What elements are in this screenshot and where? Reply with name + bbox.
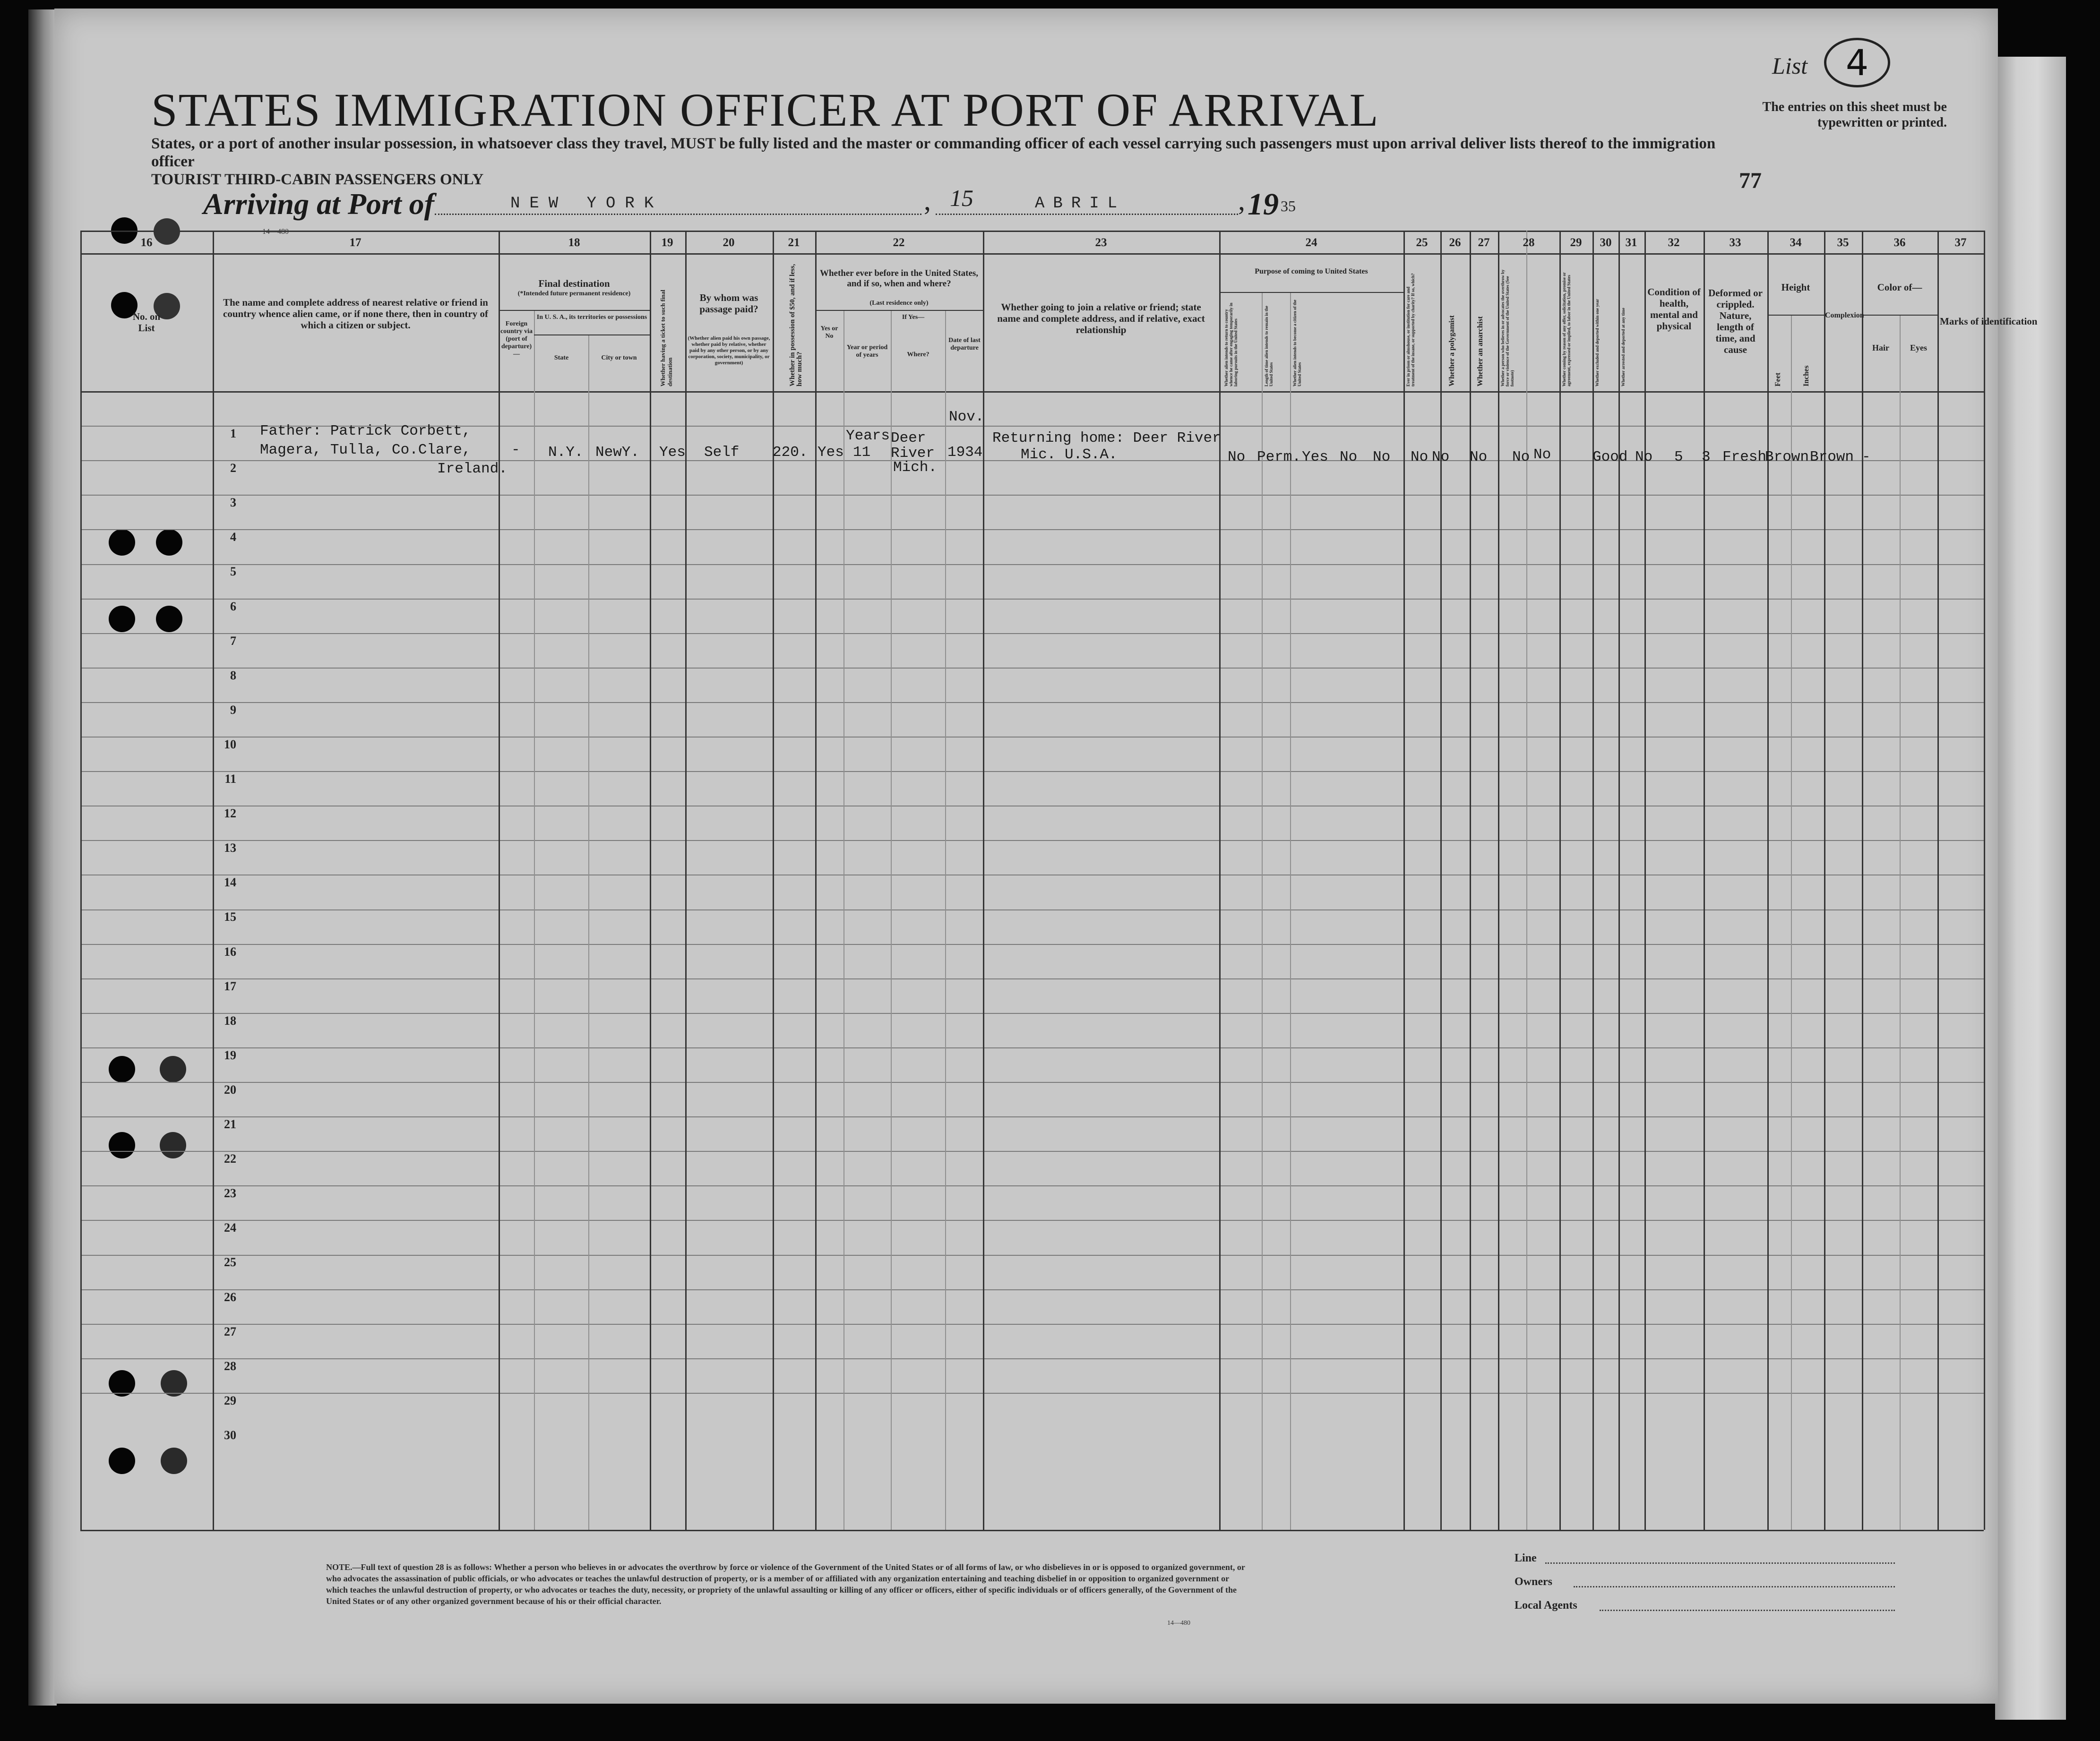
sub-header-rule (534, 334, 650, 335)
row-number: 10 (224, 737, 236, 751)
class-line: TOURIST THIRD-CABIN PASSENGERS ONLY (151, 171, 484, 188)
col-number: 24 (1305, 236, 1317, 249)
agents-dotted-line (1600, 1610, 1895, 1611)
entry-marks: - (1862, 449, 1871, 465)
entry-years: 11 (853, 444, 871, 461)
header-if-yes: If Yes— (902, 314, 925, 321)
header-overthrow: Whether a person who believes in or advocates the overthrow by force or violence of the Government of the United States (See footnote) (1500, 269, 1515, 386)
row-number: 2 (230, 461, 236, 475)
separator-comma: , (924, 185, 931, 216)
entry-join-line1: Returning home: Deer River (992, 430, 1221, 446)
col-number: 20 (723, 236, 735, 249)
row-number: 21 (224, 1117, 236, 1131)
binding-strip (28, 9, 57, 1706)
entry-ticket: Yes (659, 444, 686, 461)
header-feet: Feet (1774, 372, 1782, 386)
row-rule (80, 1047, 1984, 1048)
entry-health: Good (1592, 449, 1628, 465)
row-number: 22 (224, 1152, 236, 1166)
header-height: Height (1781, 282, 1810, 293)
col-number: 17 (349, 236, 361, 249)
header-foreign-country: Foreign country via (port of departure)— (500, 320, 533, 358)
row-rule (80, 1358, 1984, 1359)
col-number: 22 (893, 236, 905, 249)
entry-prison: No (1340, 449, 1358, 465)
header-yes-or-no: Yes or No (820, 325, 838, 340)
entry-intends-return: No (1228, 449, 1246, 465)
year-prefix: 19 (1248, 187, 1279, 222)
row-rule (80, 1255, 1984, 1256)
entry-where-line1: Deer (891, 430, 926, 446)
entry-where-line3: Mich. (893, 459, 938, 476)
col-number: 18 (568, 236, 580, 249)
col-divider (1403, 231, 1405, 1530)
col-number: 29 (1570, 236, 1582, 249)
entry-length-stay: Perm. (1257, 449, 1301, 465)
header-nearest-relative: The name and complete address of nearest relative or friend in country whence alien came, or if none there, then in country of which a citizen or subject. (223, 297, 488, 331)
entry-eyes: Brown (1810, 449, 1854, 465)
entry-where-line2: River (891, 445, 935, 462)
row-rule (80, 771, 1984, 772)
row-number: 3 (230, 496, 236, 510)
row-number: 20 (224, 1082, 236, 1097)
form-code-top: 14—480 (262, 228, 289, 236)
sub-col-divider (843, 310, 844, 1530)
header-complexion: Complexion (1825, 311, 1864, 319)
sub-header-rule (815, 310, 983, 311)
entry-hair: Brown (1765, 449, 1809, 465)
row-number: 15 (224, 910, 236, 924)
row-number: 25 (224, 1255, 236, 1269)
row-rule (80, 1324, 1984, 1325)
sub-col-divider (534, 310, 535, 1530)
col-number: 33 (1729, 236, 1741, 249)
header-ever-before: Whether ever before in the United States, and if so, when and where? (819, 268, 979, 289)
row-number: 17 (224, 979, 236, 993)
col-divider (983, 231, 984, 1530)
row-rule (80, 840, 1984, 841)
header-marks: Marks of identification (1940, 316, 2038, 327)
entry-city: NewY. (595, 444, 640, 461)
header-prison: Ever in prison or almshouse, or institution for care and treatment of the insane, or supported by charity? If so, which? (1406, 273, 1415, 386)
header-money: Whether in possession of $50, and if less, how much? (789, 264, 803, 386)
row-number: 23 (224, 1186, 236, 1201)
entry-departure-year: 1934 (947, 444, 983, 461)
row-number: 28 (224, 1359, 236, 1373)
entry-inches: 3 (1702, 449, 1711, 465)
header-no-on-list: No. on List (132, 311, 161, 334)
reference-number: 77 (1739, 168, 1762, 193)
row-rule (80, 1082, 1984, 1083)
sub-header-rule (1767, 315, 1824, 316)
header-date-departure: Date of last departure (948, 337, 981, 352)
separator-comma: , (1238, 185, 1245, 216)
header-inches: Inches (1802, 365, 1810, 386)
entry-excluded: No (1512, 449, 1530, 465)
entry-foreign-port: - (511, 442, 520, 458)
row-rule (80, 1393, 1984, 1394)
agents-label: Local Agents (1515, 1599, 1577, 1612)
col-number: 36 (1893, 236, 1906, 249)
col-divider (1440, 231, 1442, 1530)
header-passage-paid: By whom was passage paid? (699, 292, 758, 315)
header-labor-offer: Whether coming by reason of any offer, solicitation, promise or agreement, expressed or implied, to labor in the United States (1562, 272, 1571, 386)
header-year-period: Year or period of years (846, 344, 888, 359)
col-divider (1937, 231, 1939, 1530)
row-rule (80, 909, 1984, 910)
sub-col-divider (891, 310, 892, 1530)
arrival-month: ABRIL (1035, 195, 1126, 213)
col-number: 23 (1095, 236, 1107, 249)
entry-relative-line2: Magera, Tulla, Co.Clare, (260, 442, 471, 458)
header-hair: Hair (1872, 343, 1889, 352)
col-number: 32 (1668, 236, 1680, 249)
header-excluded: Whether excluded and deported within one year (1595, 299, 1600, 386)
row-rule (80, 633, 1984, 634)
header-deformed: Deformed or crippled. Nature, length of time, and cause (1708, 287, 1763, 355)
row-number: 24 (224, 1221, 236, 1235)
col-divider (1592, 231, 1594, 1530)
line-label: Line (1515, 1552, 1537, 1564)
entry-relative-line3: Ireland. (437, 461, 508, 477)
footnote-question-28: NOTE.—Full text of question 28 is as follows: Whether a person who believes in or advocates the overthrow by force or violence of the Government of the United States or of all forms of law, or who disbelieves in or is opposed to organized government, or who advocates the assassination of public officials, or who advocates or teaches the unlawful destruction of property, or is a member of or affiliated with any organization entertaining and teaching disbelief in or opposition to organized government or which teaches the unlawful destruction of property, or who advocates or teaches the duty, necessity, or propriety of the unlawful assaulting or killing of any officer or officers, either of specific individuals or of officers generally, of the Government of the United States or of any other organized government because of his or their official character. (326, 1562, 1245, 1606)
header-city: City or town (601, 354, 637, 361)
arrival-day: 15 (950, 185, 973, 211)
col-divider (1824, 231, 1825, 1530)
row-number: 11 (224, 772, 236, 786)
list-number: 4 (1824, 38, 1890, 87)
row-number: 13 (224, 841, 236, 855)
sub-col-divider (945, 310, 946, 1530)
row-number: 6 (230, 599, 236, 613)
entry-money: 220. (773, 444, 808, 461)
header-length-stay: Length of time alien intends to remain in the United States (1264, 306, 1274, 386)
col-divider (80, 231, 82, 1530)
col-number: 34 (1790, 236, 1802, 249)
col-number: 28 (1523, 236, 1535, 249)
col-number: 25 (1416, 236, 1428, 249)
col-number: 30 (1600, 236, 1612, 249)
header-passage-note: (Whether alien paid his own passage, whether paid by relative, whether paid by any other person, or by any corporation, society, municipality, or government) (688, 335, 770, 366)
entry-overthrow: No (1432, 449, 1450, 465)
col-divider (650, 231, 651, 1530)
row-rule (80, 564, 1984, 565)
row-rule (80, 495, 1984, 496)
col-divider (1644, 231, 1646, 1530)
col-number: 31 (1625, 236, 1637, 249)
date-dotted-line (936, 214, 1238, 215)
sub-header-rule (1219, 292, 1403, 293)
year-suffix: 35 (1281, 197, 1296, 214)
col-divider (815, 231, 817, 1530)
row-number: 30 (224, 1428, 236, 1442)
header-final-destination-note: (*Intended future permanent residence) (517, 290, 631, 297)
row-rule (80, 702, 1984, 703)
entry-polygamist: No (1373, 449, 1391, 465)
entry-relative-line1: Father: Patrick Corbett, (260, 423, 471, 439)
col-divider (1618, 231, 1620, 1530)
header-arrested: Whether arrested and deported at any time (1621, 308, 1626, 386)
entry-deformed: No (1635, 449, 1653, 465)
header-health: Condition of health, mental and physical (1647, 286, 1701, 332)
sub-col-divider (1791, 315, 1792, 1530)
col-divider (773, 231, 774, 1530)
header-ticket: Whether having a ticket to such final destination (659, 290, 673, 386)
sub-col-divider (588, 334, 589, 1530)
row-rule (80, 944, 1984, 945)
entry-years-label: Years (846, 428, 890, 444)
col-number: 35 (1837, 236, 1849, 249)
entry-departure-month: Nov. (949, 409, 984, 425)
header-eyes: Eyes (1910, 343, 1927, 352)
row-rule (80, 529, 1984, 530)
owners-dotted-line (1574, 1586, 1895, 1587)
header-state: State (554, 354, 569, 361)
entry-citizen: Yes (1302, 449, 1328, 465)
owners-label: Owners (1515, 1576, 1552, 1588)
sub-header-rule (499, 310, 650, 311)
col-divider (1984, 231, 1985, 1530)
grid-top-rule (80, 231, 1984, 232)
col-divider (1498, 231, 1499, 1530)
row-number: 4 (230, 530, 236, 544)
row-rule (80, 599, 1984, 600)
sub-col-divider (1900, 315, 1901, 1530)
row-rule (80, 1220, 1984, 1221)
header-where: Where? (907, 351, 930, 358)
row-number: 16 (224, 944, 236, 959)
col-divider (1219, 231, 1221, 1530)
row-number: 1 (230, 427, 236, 440)
header-polygamist: Whether a polygamist (1448, 315, 1456, 386)
row-number: 14 (224, 875, 236, 890)
entry-labor-offer: No (1470, 449, 1488, 465)
row-number: 8 (230, 668, 236, 682)
port-dotted-line (435, 214, 921, 215)
col-divider (1704, 231, 1705, 1530)
typewritten-instruction: The entries on this sheet must be typewritten or printed. (1762, 100, 1947, 130)
row-number: 18 (224, 1013, 236, 1028)
entry-feet: 5 (1674, 449, 1683, 465)
sub-col-divider (1262, 292, 1263, 1530)
row-number: 7 (230, 634, 236, 648)
col-divider (1862, 231, 1863, 1530)
header-last-residence: (Last residence only) (869, 300, 929, 307)
form-code-bottom: 14—480 (1167, 1620, 1190, 1627)
list-label: List (1772, 52, 1808, 79)
row-rule (80, 668, 1984, 669)
header-join-relative: Whether going to join a relative or friend; state name and complete address, and if relative, exact relationship (997, 301, 1205, 335)
row-number: 5 (230, 565, 236, 579)
row-number: 9 (230, 703, 236, 717)
row-rule (80, 1185, 1984, 1186)
header-final-destination: Final destination (538, 278, 610, 289)
entry-ever-before: Yes (818, 444, 844, 461)
column-number-rule (80, 253, 1984, 255)
col-divider (685, 231, 687, 1530)
col-number: 19 (661, 236, 673, 249)
form-subtitle (151, 135, 1758, 189)
col-divider (1767, 231, 1769, 1530)
col-divider (499, 231, 500, 1530)
subtitle-line: States, or a port of another insular possession, in whatsoever class they travel, MUST be fully listed and the master or commanding officer of each vessel carrying such passengers must upon arrival deliver lists thereof to the immigration officer (151, 135, 1716, 170)
header-bottom-rule (80, 391, 1984, 393)
header-color-of: Color of— (1877, 282, 1922, 293)
header-purpose: Purpose of coming to United States (1255, 267, 1368, 275)
entry-anarchist: No (1411, 449, 1429, 465)
entry-paid-by: Self (704, 444, 740, 461)
col-number: 27 (1478, 236, 1490, 249)
col-number: 37 (1954, 236, 1967, 249)
header-intends-citizen: Whether alien intends to become a citizen of the United States (1292, 300, 1302, 386)
row-rule (80, 1151, 1984, 1152)
line-dotted-line (1545, 1562, 1895, 1564)
row-number: 12 (224, 806, 236, 821)
header-anarchist: Whether an anarchist (1476, 316, 1484, 386)
col-divider (1470, 231, 1471, 1530)
port-name: NEW YORK (510, 195, 663, 213)
col-divider (1559, 231, 1561, 1530)
sub-col-divider (1290, 292, 1291, 1530)
sub-col-divider (1526, 231, 1527, 1530)
col-number: 16 (140, 236, 153, 249)
page-stack-edge (1995, 57, 2066, 1720)
col-number: 26 (1449, 236, 1461, 249)
header-intends-return: Whether alien intends to return to country whence he came after engaging temporarily in laboring pursuits in the United States (1224, 302, 1238, 386)
sub-header-rule (1862, 315, 1937, 316)
form-title: STATES IMMIGRATION OFFICER AT PORT OF ARRIVAL (151, 84, 1379, 136)
row-number: 26 (224, 1290, 236, 1304)
entry-arrested: No (1533, 446, 1551, 463)
entry-state: N.Y. (548, 444, 584, 461)
row-number: 27 (224, 1324, 236, 1338)
entry-join-line2: Mic. U.S.A. (1021, 446, 1118, 463)
row-rule (80, 978, 1984, 979)
row-rule (80, 1289, 1984, 1290)
row-rule (80, 737, 1984, 738)
header-in-usa: In U. S. A., its territories or possessions (536, 314, 647, 321)
arriving-label: Arriving at Port of (203, 187, 434, 221)
row-rule (80, 1116, 1984, 1117)
entry-complexion: Fresh (1722, 449, 1767, 465)
col-number: 21 (788, 236, 800, 249)
row-number: 19 (224, 1048, 236, 1062)
grid-bottom-rule (80, 1530, 1984, 1531)
row-rule (80, 1013, 1984, 1014)
row-number: 29 (224, 1393, 236, 1407)
